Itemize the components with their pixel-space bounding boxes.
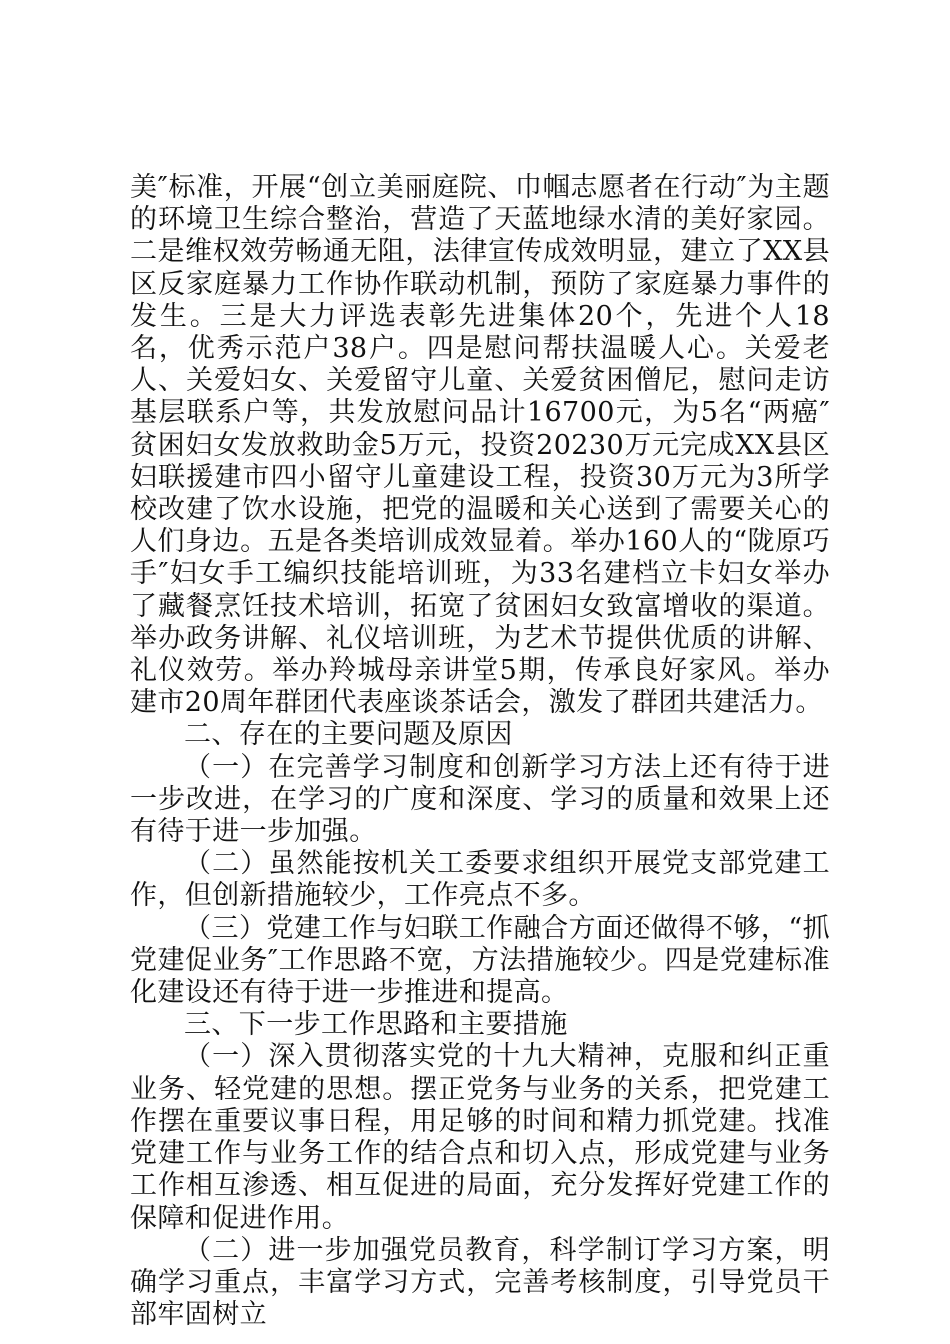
paragraph-problem-2: （二）虽然能按机关工委要求组织开展党支部党建工作，但创新措施较少，工作亮点不多。	[130, 848, 830, 912]
document-body	[130, 172, 830, 1331]
paragraph-problem-3: （三）党建工作与妇联工作融合方面还做得不够，“抓党建促业务″工作思路不宽，方法措施较少。四是党建标准化建设还有待于进一步推进和提高。	[130, 912, 830, 1009]
paragraph-problem-1: （一）在完善学习制度和创新学习方法上还有待于进一步改进，在学习的广度和深度、学习的质量和效果上还有待于进一步加强。	[130, 751, 830, 848]
paragraph-measure-2: （二）进一步加强党员教育，科学制订学习方案，明确学习重点，丰富学习方式，完善考核制度，引导党员干部牢固树立	[130, 1234, 830, 1331]
paragraph-achievements: 美″标准，开展“创立美丽庭院、巾帼志愿者在行动″为主题的环境卫生综合整治，营造了天蓝地绿水清的美好家园。二是维权效劳畅通无阻，法律宣传成效明显，建立了XX县区反家庭暴力工作协作联动机制，预防了家庭暴力事件的发生。三是大力评选表彰先进集体20个，先进个人18名，优秀示范户38户。四是慰问帮扶温暖人心。关爱老人、关爱妇女、关爱留守儿童、关爱贫困僧尼，慰问走访基层联系户等，共发放慰问品计16700元，为5名“两癌″贫困妇女发放救助金5万元，投资20230万元完成XX县区妇联援建市四小留守儿童建设工程，投资30万元为3所学校改建了饮水设施，把党的温暖和关心送到了需要关心的人们身边。五是各类培训成效显着。举办160人的“陇原巧手″妇女手工编织技能培训班，为33名建档立卡妇女举办了藏餐烹饪技术培训，拓宽了贫困妇女致富增收的渠道。举办政务讲解、礼仪培训班，为艺术节提供优质的讲解、礼仪效劳。举办羚城母亲讲堂5期，传承良好家风。举办建市20周年群团代表座谈茶话会，激发了群团共建活力。	[130, 172, 830, 719]
section-heading-problems: 二、存在的主要问题及原因	[184, 719, 513, 751]
paragraph-measure-1: （一）深入贯彻落实党的十九大精神，克服和纠正重业务、轻党建的思想。摆正党务与业务的关系，把党建工作摆在重要议事日程，用足够的时间和精力抓党建。找准党建工作与业务工作的结合点和切入点，形成党建与业务工作相互渗透、相互促进的局面，充分发挥好党建工作的保障和促进作用。	[130, 1041, 830, 1234]
section-heading-next-steps: 三、下一步工作思路和主要措施	[184, 1009, 568, 1041]
